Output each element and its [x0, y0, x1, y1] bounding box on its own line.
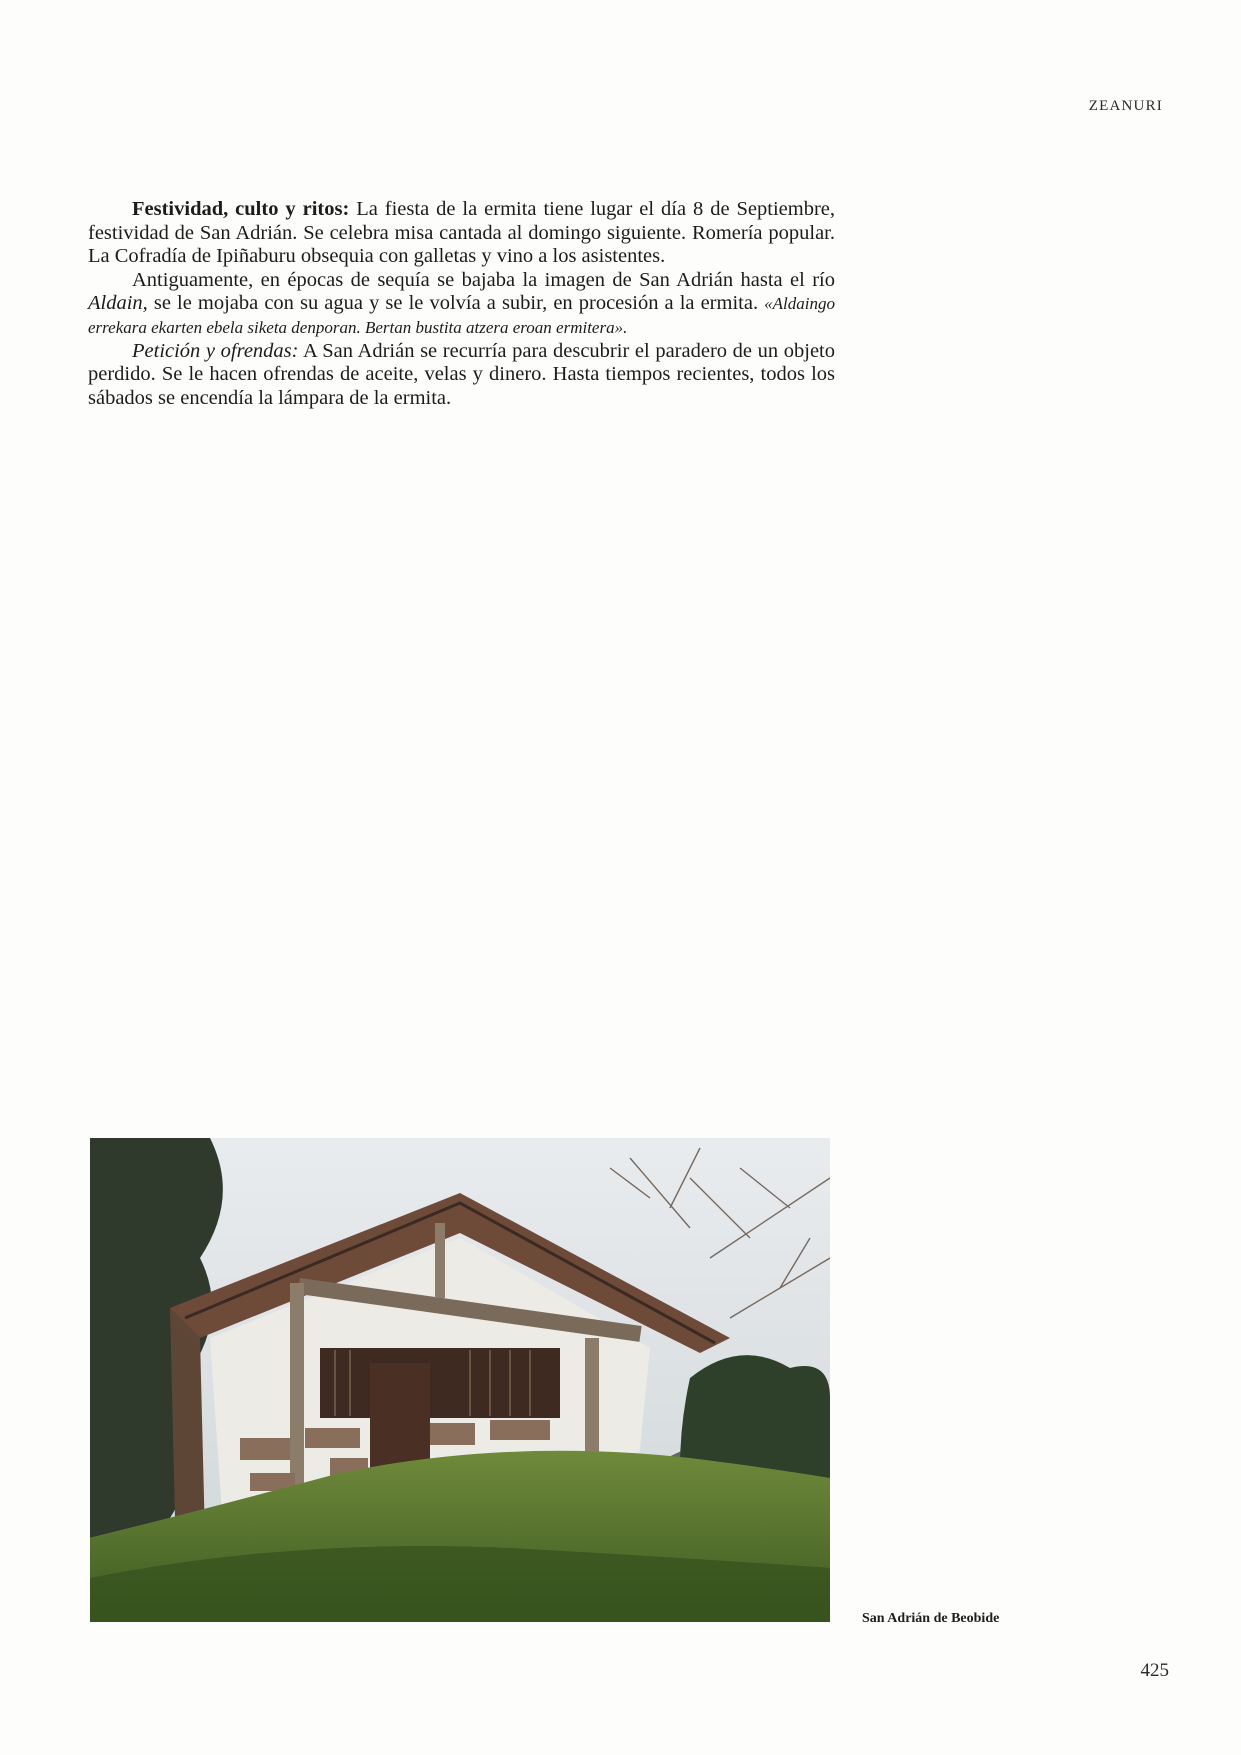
running-head: ZEANURI — [1088, 98, 1163, 114]
paragraph-festividad — [88, 198, 835, 269]
section-heading-festividad: Festividad, culto y ritos: — [132, 198, 350, 220]
page-number: 425 — [1140, 1660, 1169, 1681]
section-heading-peticion: Petición y ofrendas: — [132, 339, 299, 362]
paragraph-text: Antiguamente, en épocas de sequía se bajaba la imagen de San Adrián hasta el río — [132, 268, 835, 291]
paragraph-text: La fiesta de la ermita tiene lugar el día 8 de Septiembre, festividad de San Adrián. Se celebra misa cantada al domingo siguiente. Romería popular. La Cofradía de Ipiñaburu obsequia con galletas y vino a los asistentes. — [88, 198, 835, 268]
paragraph-text: se le mojaba con su agua y se le volvía a subir, en procesión a la ermita. — [147, 292, 765, 315]
photo-caption: San Adrián de Beobide — [862, 1611, 1000, 1626]
paragraph-text: A San Adrián se recurría para descubrir el paradero de un objeto perdido. Se le hacen ofrendas de aceite, velas y dinero. Hasta tiempos recientes, todos los sábados se encendía la lámpara de la ermita. — [88, 339, 835, 409]
river-name: Aldain, — [88, 292, 148, 315]
article-body — [88, 198, 835, 410]
paragraph-peticion — [88, 340, 835, 411]
paragraph-antiguamente — [88, 269, 835, 340]
basque-quote: «Aldaingo errekara ekarten ebela siketa denporan. Bertan bustita atzera eroan ermitera». — [88, 294, 835, 337]
hermitage-photo — [90, 1138, 830, 1622]
